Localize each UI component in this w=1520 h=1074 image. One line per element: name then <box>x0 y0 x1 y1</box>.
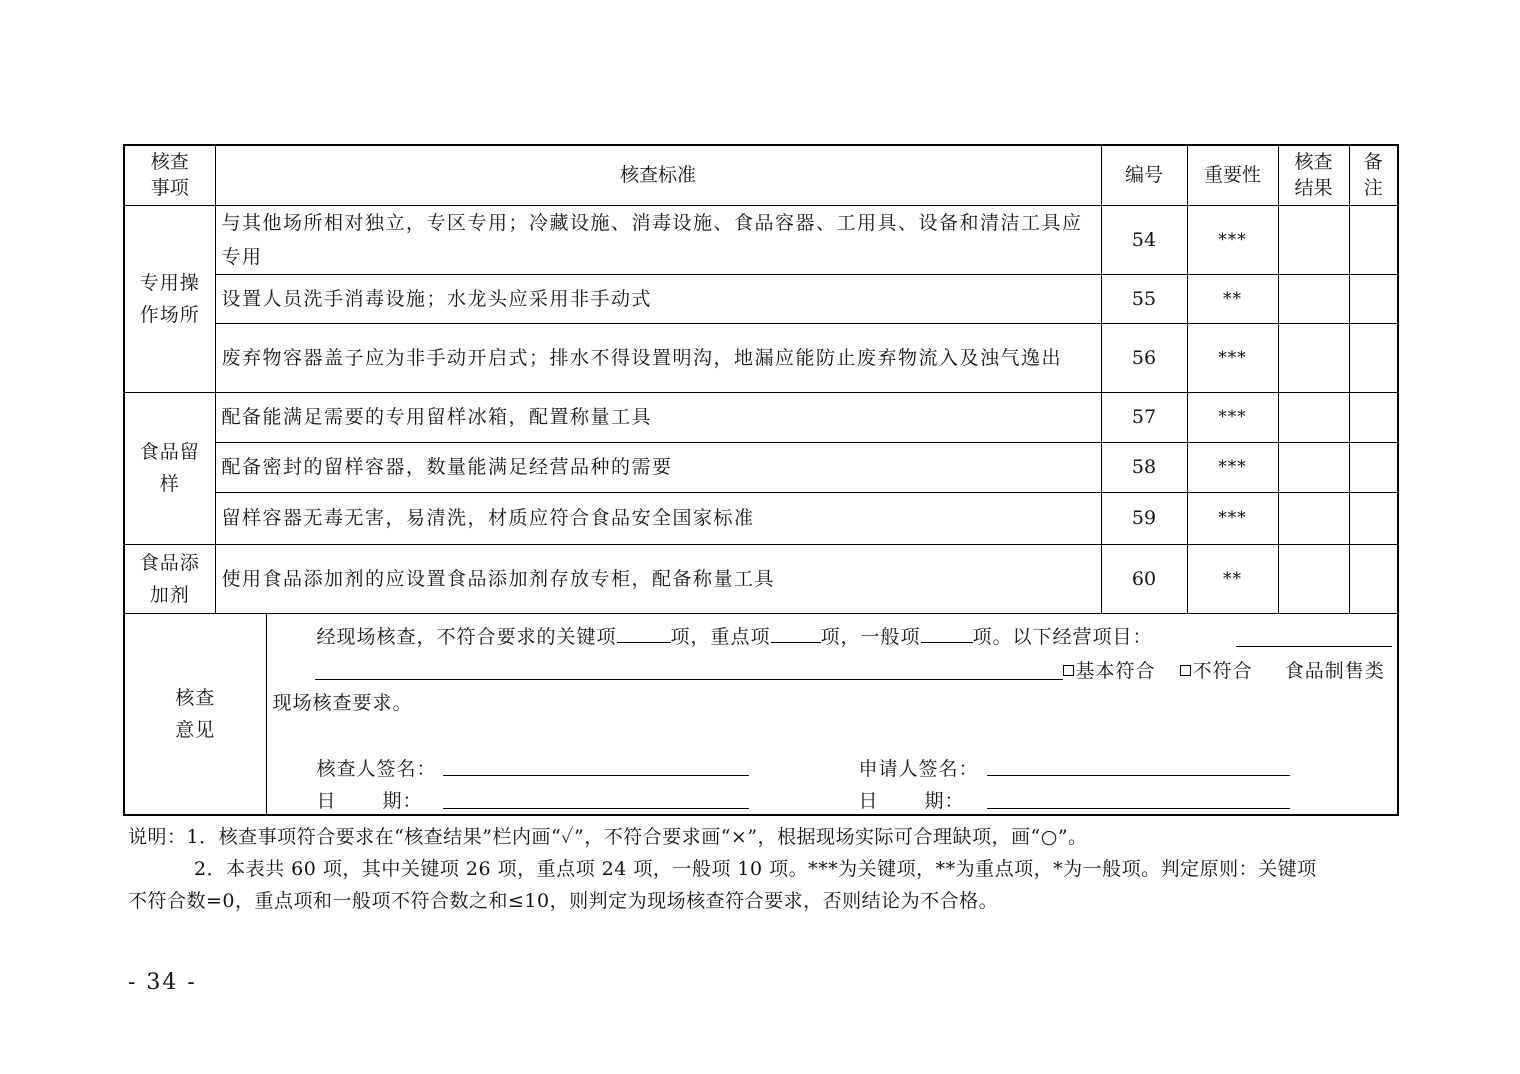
option-basic-label: 基本符合 <box>1075 659 1156 682</box>
importance-cell: ** <box>1187 544 1278 613</box>
opinion-text: 经现场核查，不符合要求的关键项 <box>316 625 617 648</box>
header-standard: 核查标准 <box>215 145 1101 205</box>
major-count-field[interactable] <box>771 624 821 643</box>
table-row <box>124 392 1398 442</box>
inspector-sign-field[interactable] <box>443 774 749 776</box>
remark-cell[interactable] <box>1349 392 1398 442</box>
date-char: 日 <box>316 789 337 812</box>
page-number: - 34 - <box>128 970 197 995</box>
importance-cell: *** <box>1187 205 1278 274</box>
result-cell[interactable] <box>1278 544 1349 613</box>
business-item-field-2[interactable] <box>315 678 1063 680</box>
number-cell: 56 <box>1101 323 1187 392</box>
header-row <box>124 145 1398 205</box>
standard-cell: 废弃物容器盖子应为非手动开启式；排水不得设置明沟，地漏应能防止废弃物流入及浊气逸出 <box>215 323 1101 392</box>
standard-cell: 使用食品添加剂的应设置食品添加剂存放专柜，配备称量工具 <box>215 544 1101 613</box>
number-cell: 57 <box>1101 392 1187 442</box>
number-cell: 59 <box>1101 492 1187 544</box>
result-cell[interactable] <box>1278 392 1349 442</box>
table-row <box>124 205 1398 274</box>
header-remark: 备 注 <box>1349 145 1398 205</box>
result-cell[interactable] <box>1278 442 1349 492</box>
importance-cell: *** <box>1187 442 1278 492</box>
standard-cell: 留样容器无毒无害，易清洗，材质应符合食品安全国家标准 <box>215 492 1101 544</box>
remark-cell[interactable] <box>1349 205 1398 274</box>
opinion-line1 <box>317 622 1153 649</box>
remark-cell[interactable] <box>1349 274 1398 323</box>
standard-cell: 设置人员洗手消毒设施；水龙头应采用非手动式 <box>215 274 1101 323</box>
date-char: 日 <box>858 789 879 812</box>
applicant-sign-field[interactable] <box>987 774 1290 776</box>
opinion-row <box>124 613 1398 815</box>
result-cell[interactable] <box>1278 274 1349 323</box>
category-text: 食品制售类 <box>1284 659 1385 682</box>
opinion-label: 核查 意见 <box>124 613 266 815</box>
header-importance: 重要性 <box>1187 145 1278 205</box>
result-cell[interactable] <box>1278 323 1349 392</box>
result-cell[interactable] <box>1278 205 1349 274</box>
remark-cell[interactable] <box>1349 323 1398 392</box>
standard-cell: 配备能满足需要的专用留样冰箱，配置称量工具 <box>215 392 1101 442</box>
importance-cell: *** <box>1187 323 1278 392</box>
inspection-table <box>123 144 1399 816</box>
option-not-label: 不符合 <box>1192 659 1253 682</box>
category-cell: 专用操 作场所 <box>124 205 215 392</box>
opinion-text: 项，一般项 <box>820 625 921 648</box>
category-cell: 食品添 加剂 <box>124 544 215 613</box>
applicant-date-field[interactable] <box>987 807 1290 809</box>
checkbox-not[interactable] <box>1180 665 1191 676</box>
header-number: 编号 <box>1101 145 1187 205</box>
opinion-line2 <box>1063 656 1385 683</box>
category-cell: 食品留 样 <box>124 392 215 544</box>
opinion-line3: 现场核查要求。 <box>272 691 413 714</box>
inspector-date-field[interactable] <box>443 807 749 809</box>
date-label-2 <box>859 786 965 813</box>
note-1: 说明：1．核查事项符合要求在“核查结果”栏内画“✓”，不符合要求画“×”，根据现场实际可合理缺项，画“○”。 <box>128 826 1088 848</box>
table-row <box>124 544 1398 613</box>
key-count-field[interactable] <box>617 624 671 643</box>
date-char: 期： <box>924 789 965 812</box>
number-cell: 60 <box>1101 544 1187 613</box>
note-2-line1: 2．本表共 60 项，其中关键项 26 项，重点项 24 项，一般项 10 项。***为关键项，**为重点项，*为一般项。判定原则：关键项 <box>194 858 1317 880</box>
inspector-sign-label: 核查人签名： <box>316 757 437 780</box>
result-cell[interactable] <box>1278 492 1349 544</box>
remark-cell[interactable] <box>1349 442 1398 492</box>
opinion-content <box>266 613 1398 815</box>
header-item: 核查 事项 <box>124 145 215 205</box>
remark-cell[interactable] <box>1349 544 1398 613</box>
importance-cell: *** <box>1187 392 1278 442</box>
checkbox-basic[interactable] <box>1063 665 1074 676</box>
importance-cell: *** <box>1187 492 1278 544</box>
table-row <box>124 442 1398 492</box>
standard-cell: 配备密封的留样容器，数量能满足经营品种的需要 <box>215 442 1101 492</box>
date-label-1 <box>317 786 423 813</box>
header-result: 核查 结果 <box>1278 145 1349 205</box>
applicant-sign-label: 申请人签名： <box>858 757 979 780</box>
note-2-line2: 不符合数=0，重点项和一般项不符合数之和≤10，则判定为现场核查符合要求，否则结论为不合格。 <box>128 890 999 912</box>
business-item-field[interactable] <box>1236 645 1392 647</box>
date-char: 期： <box>382 789 423 812</box>
table-row <box>124 274 1398 323</box>
table-row <box>124 323 1398 392</box>
number-cell: 58 <box>1101 442 1187 492</box>
general-count-field[interactable] <box>921 624 973 643</box>
number-cell: 55 <box>1101 274 1187 323</box>
opinion-text: 项，重点项 <box>670 625 771 648</box>
table-row <box>124 492 1398 544</box>
number-cell: 54 <box>1101 205 1187 274</box>
standard-cell: 与其他场所相对独立，专区专用；冷藏设施、消毒设施、食品容器、工用具、设备和清洁工具应专用 <box>215 205 1101 274</box>
remark-cell[interactable] <box>1349 492 1398 544</box>
opinion-text: 项。以下经营项目： <box>972 625 1153 648</box>
importance-cell: ** <box>1187 274 1278 323</box>
